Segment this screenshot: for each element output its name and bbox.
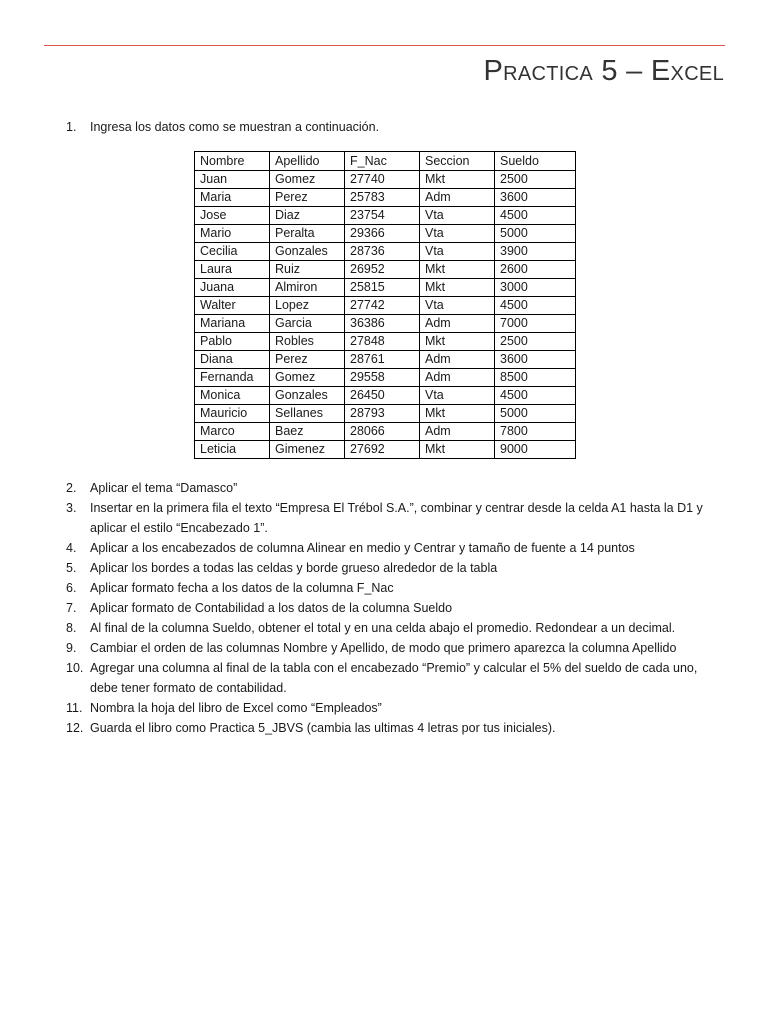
column-header: F_Nac — [345, 152, 420, 171]
table-cell: Mkt — [420, 261, 495, 279]
table-cell: Vta — [420, 243, 495, 261]
table-cell: Vta — [420, 225, 495, 243]
table-cell: Mario — [195, 225, 270, 243]
table-cell: Adm — [420, 351, 495, 369]
table-cell: Mkt — [420, 441, 495, 459]
column-header: Nombre — [195, 152, 270, 171]
table-row — [195, 261, 576, 279]
step-number: 4. — [66, 541, 77, 555]
table-cell: Maria — [195, 189, 270, 207]
table-cell: 26952 — [345, 261, 420, 279]
table-cell: 26450 — [345, 387, 420, 405]
step-number: 10. — [66, 661, 84, 675]
table-cell: Garcia — [270, 315, 345, 333]
table-cell: Adm — [420, 315, 495, 333]
table-cell: 2600 — [495, 261, 576, 279]
table-cell: Walter — [195, 297, 270, 315]
step-number: 9. — [66, 641, 77, 655]
table-cell: 28736 — [345, 243, 420, 261]
table-row — [195, 243, 576, 261]
table-cell: 9000 — [495, 441, 576, 459]
step-number: 5. — [66, 561, 77, 575]
table-cell: Laura — [195, 261, 270, 279]
table-cell: 7800 — [495, 423, 576, 441]
step-text: Ingresa los datos como se muestran a continuación. — [90, 120, 380, 134]
table-cell: Robles — [270, 333, 345, 351]
table-cell: Vta — [420, 297, 495, 315]
table-cell: 3900 — [495, 243, 576, 261]
table-cell: Almiron — [270, 279, 345, 297]
table-row — [195, 405, 576, 423]
step-text: Nombra la hoja del libro de Excel como “Empleados” — [90, 701, 382, 715]
step-text: Al final de la columna Sueldo, obtener el total y en una celda abajo el promedio. Redondear a un decimal. — [90, 621, 676, 635]
table-row — [195, 387, 576, 405]
table-row — [195, 369, 576, 387]
table-row — [195, 423, 576, 441]
table-cell: Adm — [420, 369, 495, 387]
table-row — [195, 189, 576, 207]
table-cell: Adm — [420, 423, 495, 441]
step-number: 6. — [66, 581, 77, 595]
table-cell: 29366 — [345, 225, 420, 243]
table-cell: Perez — [270, 189, 345, 207]
table-cell: Diaz — [270, 207, 345, 225]
column-header: Sueldo — [495, 152, 576, 171]
table-cell: Mariana — [195, 315, 270, 333]
table-cell: Lopez — [270, 297, 345, 315]
table-row — [195, 297, 576, 315]
step-number: 3. — [66, 501, 77, 515]
table-row — [195, 171, 576, 189]
table-cell: 4500 — [495, 297, 576, 315]
step-text: Aplicar los bordes a todas las celdas y borde grueso alrededor de la tabla — [90, 561, 498, 575]
table-cell: Monica — [195, 387, 270, 405]
table-cell: 28793 — [345, 405, 420, 423]
table-cell: Mkt — [420, 279, 495, 297]
table-cell: Adm — [420, 189, 495, 207]
table-cell: Mkt — [420, 171, 495, 189]
step-text: Aplicar el tema “Damasco” — [90, 481, 238, 495]
table-cell: Vta — [420, 387, 495, 405]
table-cell: Perez — [270, 351, 345, 369]
table-cell: 25783 — [345, 189, 420, 207]
table-row — [195, 279, 576, 297]
step-text: Aplicar formato de Contabilidad a los datos de la columna Sueldo — [90, 601, 453, 615]
step-text: Cambiar el orden de las columnas Nombre y Apellido, de modo que primero aparezca la columna Apellido — [90, 641, 677, 655]
table-cell: Gimenez — [270, 441, 345, 459]
table-cell: Vta — [420, 207, 495, 225]
table-row — [195, 225, 576, 243]
table-cell: 27848 — [345, 333, 420, 351]
step-number: 8. — [66, 621, 77, 635]
table-header-row — [195, 152, 576, 171]
table-cell: Gomez — [270, 171, 345, 189]
column-header: Seccion — [420, 152, 495, 171]
table-cell: Jose — [195, 207, 270, 225]
table-cell: Gomez — [270, 369, 345, 387]
table-cell: Marco — [195, 423, 270, 441]
table-cell: 28066 — [345, 423, 420, 441]
table-cell: Sellanes — [270, 405, 345, 423]
table-cell: 5000 — [495, 225, 576, 243]
table-cell: 2500 — [495, 171, 576, 189]
table-cell: 23754 — [345, 207, 420, 225]
table-cell: 29558 — [345, 369, 420, 387]
table-cell: Pablo — [195, 333, 270, 351]
table-cell: 8500 — [495, 369, 576, 387]
table-cell: 2500 — [495, 333, 576, 351]
table-cell: 28761 — [345, 351, 420, 369]
step-text: Insertar en la primera fila el texto “Empresa El Trébol S.A.”, combinar y centrar desde la celda A1 hasta la D1 y aplicar el estilo “Encabezado 1”. — [90, 501, 703, 535]
table-cell: 36386 — [345, 315, 420, 333]
table-cell: 3600 — [495, 351, 576, 369]
table-cell: Diana — [195, 351, 270, 369]
table-cell: 27742 — [345, 297, 420, 315]
table-cell: Peralta — [270, 225, 345, 243]
step-number: 1. — [66, 120, 77, 134]
table-cell: 27692 — [345, 441, 420, 459]
header-rule — [44, 45, 725, 46]
table-row — [195, 351, 576, 369]
table-cell: 3000 — [495, 279, 576, 297]
step-number: 7. — [66, 601, 77, 615]
table-cell: 25815 — [345, 279, 420, 297]
step-number: 11. — [66, 701, 83, 715]
step-text: Guarda el libro como Practica 5_JBVS (cambia las ultimas 4 letras por tus iniciales). — [90, 721, 556, 735]
table-cell: 4500 — [495, 387, 576, 405]
table-cell: Mauricio — [195, 405, 270, 423]
step-number: 2. — [66, 481, 77, 495]
employee-table — [194, 151, 576, 459]
table-cell: 3600 — [495, 189, 576, 207]
table-row — [195, 441, 576, 459]
table-cell: Mkt — [420, 333, 495, 351]
table-cell: 4500 — [495, 207, 576, 225]
table-cell: Leticia — [195, 441, 270, 459]
table-cell: 7000 — [495, 315, 576, 333]
column-header: Apellido — [270, 152, 345, 171]
table-cell: Gonzales — [270, 387, 345, 405]
table-cell: 27740 — [345, 171, 420, 189]
table-cell: Ruiz — [270, 261, 345, 279]
step-number: 12. — [66, 721, 84, 735]
table-cell: Juana — [195, 279, 270, 297]
page-title: Practica 5 – Excel — [483, 55, 724, 87]
step-text: Aplicar a los encabezados de columna Alinear en medio y Centrar y tamaño de fuente a 14 puntos — [90, 541, 635, 555]
table-cell: Gonzales — [270, 243, 345, 261]
table-cell: 5000 — [495, 405, 576, 423]
table-cell: Juan — [195, 171, 270, 189]
step-text: Agregar una columna al final de la tabla con el encabezado “Premio” y calcular el 5% del sueldo de cada uno, debe tener formato de contabilidad. — [90, 661, 698, 695]
table-cell: Baez — [270, 423, 345, 441]
table-row — [195, 333, 576, 351]
table-cell: Fernanda — [195, 369, 270, 387]
table-row — [195, 207, 576, 225]
step-text: Aplicar formato fecha a los datos de la columna F_Nac — [90, 581, 394, 595]
table-row — [195, 315, 576, 333]
table-cell: Mkt — [420, 405, 495, 423]
table-cell: Cecilia — [195, 243, 270, 261]
